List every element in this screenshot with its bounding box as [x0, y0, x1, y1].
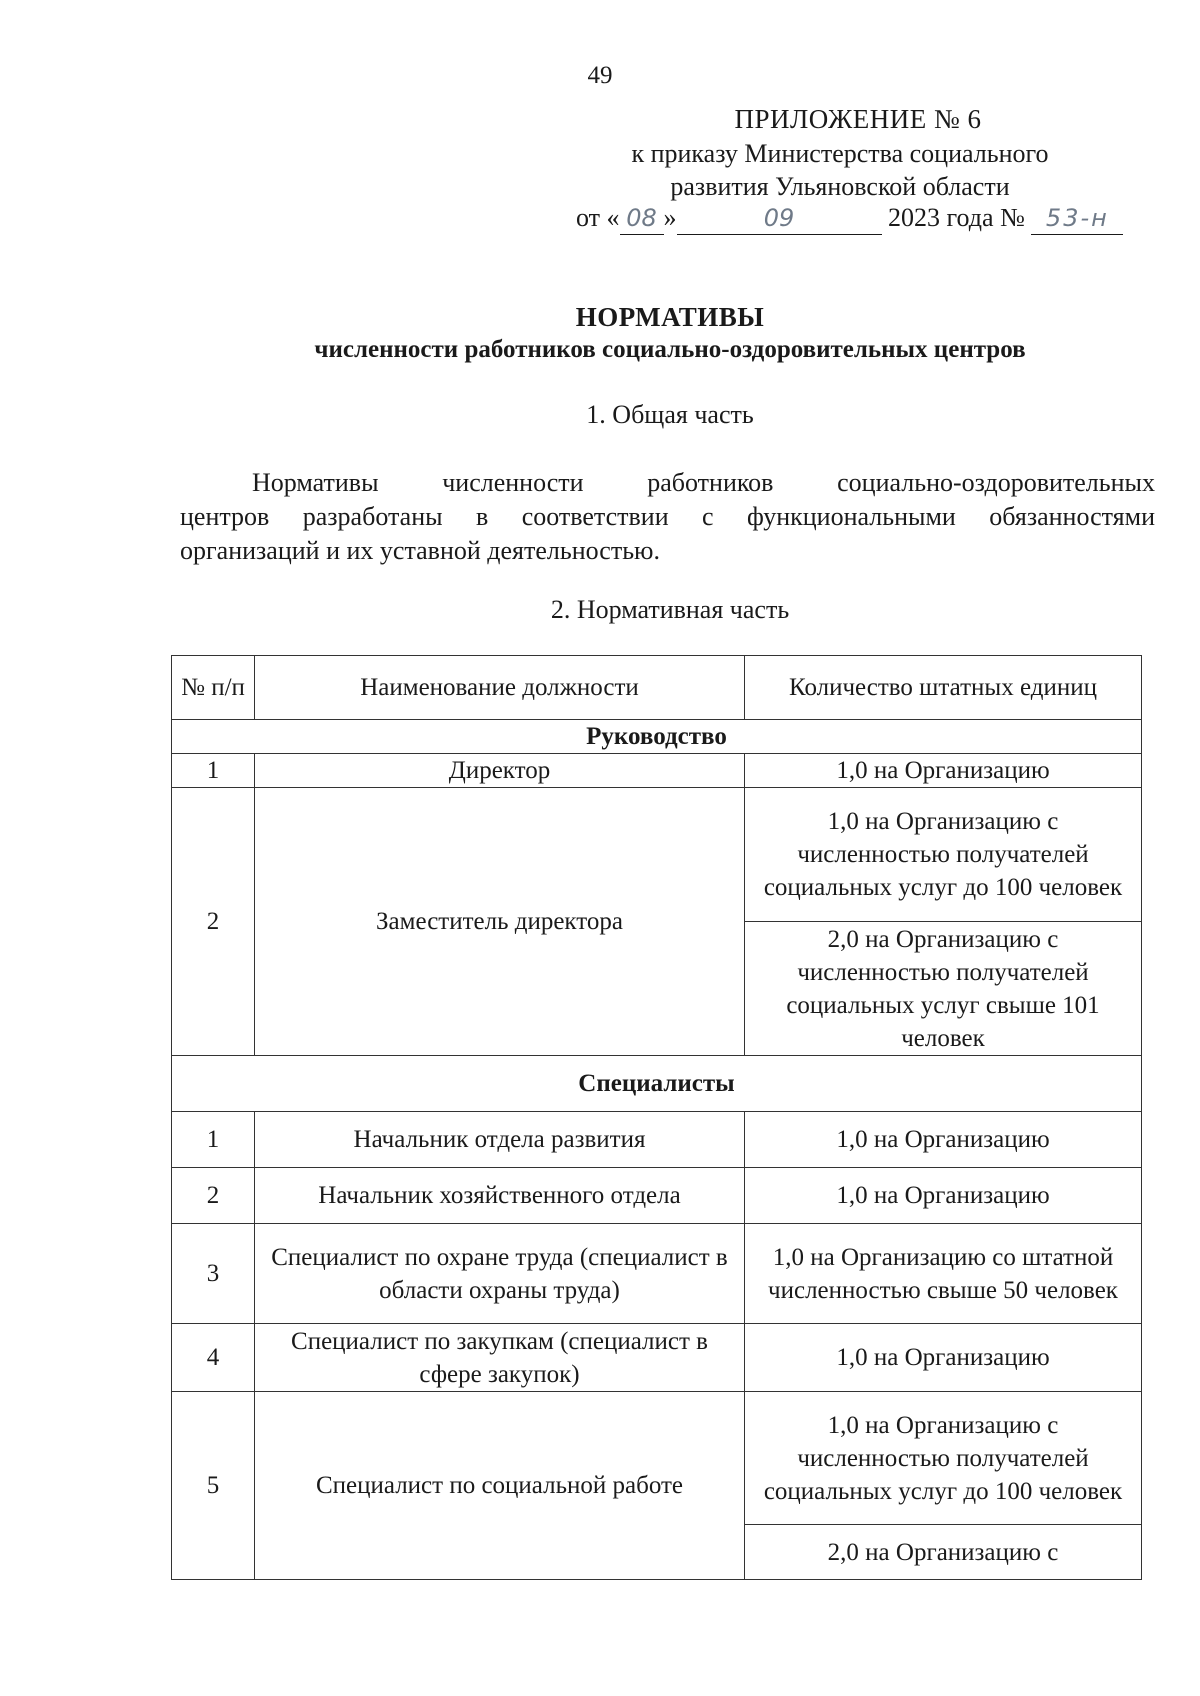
- row-number: 4: [172, 1324, 255, 1392]
- row-number: 3: [172, 1224, 255, 1324]
- row-count: 1,0 на Организацию со штатной численностью свыше 50 человек: [745, 1224, 1142, 1324]
- paragraph-line: организаций и их уставной деятельностью.: [180, 536, 660, 565]
- row-position: Специалист по социальной работе: [255, 1392, 745, 1580]
- group-title: Специалисты: [172, 1056, 1142, 1112]
- header-count: Количество штатных единиц: [745, 656, 1142, 720]
- row-count: 2,0 на Организацию с: [745, 1525, 1142, 1580]
- row-count: 1,0 на Организацию с численностью получателей социальных услуг до 100 человек: [745, 788, 1142, 922]
- row-position: Директор: [255, 754, 745, 788]
- date-prefix: от «: [576, 203, 620, 232]
- paragraph-line: центров разработаны в соответствии с функциональными обязанностями: [180, 502, 1155, 531]
- row-position: Начальник хозяйственного отдела: [255, 1168, 745, 1224]
- order-number-handwritten: 53-н: [1031, 204, 1123, 235]
- appendix-title: ПРИЛОЖЕНИЕ № 6: [734, 104, 982, 134]
- date-month-handwritten: 09: [677, 204, 882, 235]
- group-row-management: [172, 720, 1142, 754]
- table-row: [172, 1224, 1142, 1324]
- table-row: [172, 1324, 1142, 1392]
- date-year-text: 2023 года №: [888, 203, 1025, 232]
- row-number: 1: [172, 1112, 255, 1168]
- group-row-specialists: [172, 1056, 1142, 1112]
- header-number: № п/п: [172, 656, 255, 720]
- row-count: 1,0 на Организацию с численностью получателей социальных услуг до 100 человек: [745, 1392, 1142, 1525]
- row-number: 5: [172, 1392, 255, 1580]
- section-1-paragraph: [180, 466, 1155, 568]
- table-header-row: [172, 656, 1142, 720]
- date-mid: »: [663, 203, 677, 232]
- appendix-ministry-line: развития Ульяновской области: [670, 172, 1010, 201]
- appendix-date-line: [576, 201, 1123, 235]
- page-number: 49: [587, 62, 613, 89]
- paragraph-line: Нормативы численности работников социально-оздоровительных: [252, 468, 1155, 497]
- table-row: [172, 788, 1142, 922]
- table-row: [172, 1168, 1142, 1224]
- norms-table: [171, 655, 1142, 1580]
- group-title: Руководство: [172, 720, 1142, 754]
- header-position: Наименование должности: [255, 656, 745, 720]
- document-title: НОРМАТИВЫ: [575, 302, 765, 332]
- table-row: [172, 1392, 1142, 1525]
- row-count: 1,0 на Организацию: [745, 754, 1142, 788]
- row-number: 2: [172, 788, 255, 1056]
- document-subtitle: численности работников социально-оздоровительных центров: [314, 336, 1026, 363]
- row-count: 1,0 на Организацию: [745, 1168, 1142, 1224]
- appendix-order-line: к приказу Министерства социального: [631, 139, 1049, 168]
- row-count: 1,0 на Организацию: [745, 1324, 1142, 1392]
- row-count: 1,0 на Организацию: [745, 1112, 1142, 1168]
- row-number: 1: [172, 754, 255, 788]
- row-position: Начальник отдела развития: [255, 1112, 745, 1168]
- row-position: Специалист по охране труда (специалист в области охраны труда): [255, 1224, 745, 1324]
- row-position: Заместитель директора: [255, 788, 745, 1056]
- section-2-heading: 2. Нормативная часть: [550, 595, 790, 624]
- section-1-heading: 1. Общая часть: [586, 400, 754, 429]
- row-number: 2: [172, 1168, 255, 1224]
- row-count: 2,0 на Организацию с численностью получателей социальных услуг свыше 101 человек: [745, 922, 1142, 1056]
- table-row: [172, 754, 1142, 788]
- date-day-handwritten: 08: [620, 204, 664, 235]
- table-row: [172, 1112, 1142, 1168]
- row-position: Специалист по закупкам (специалист в сфере закупок): [255, 1324, 745, 1392]
